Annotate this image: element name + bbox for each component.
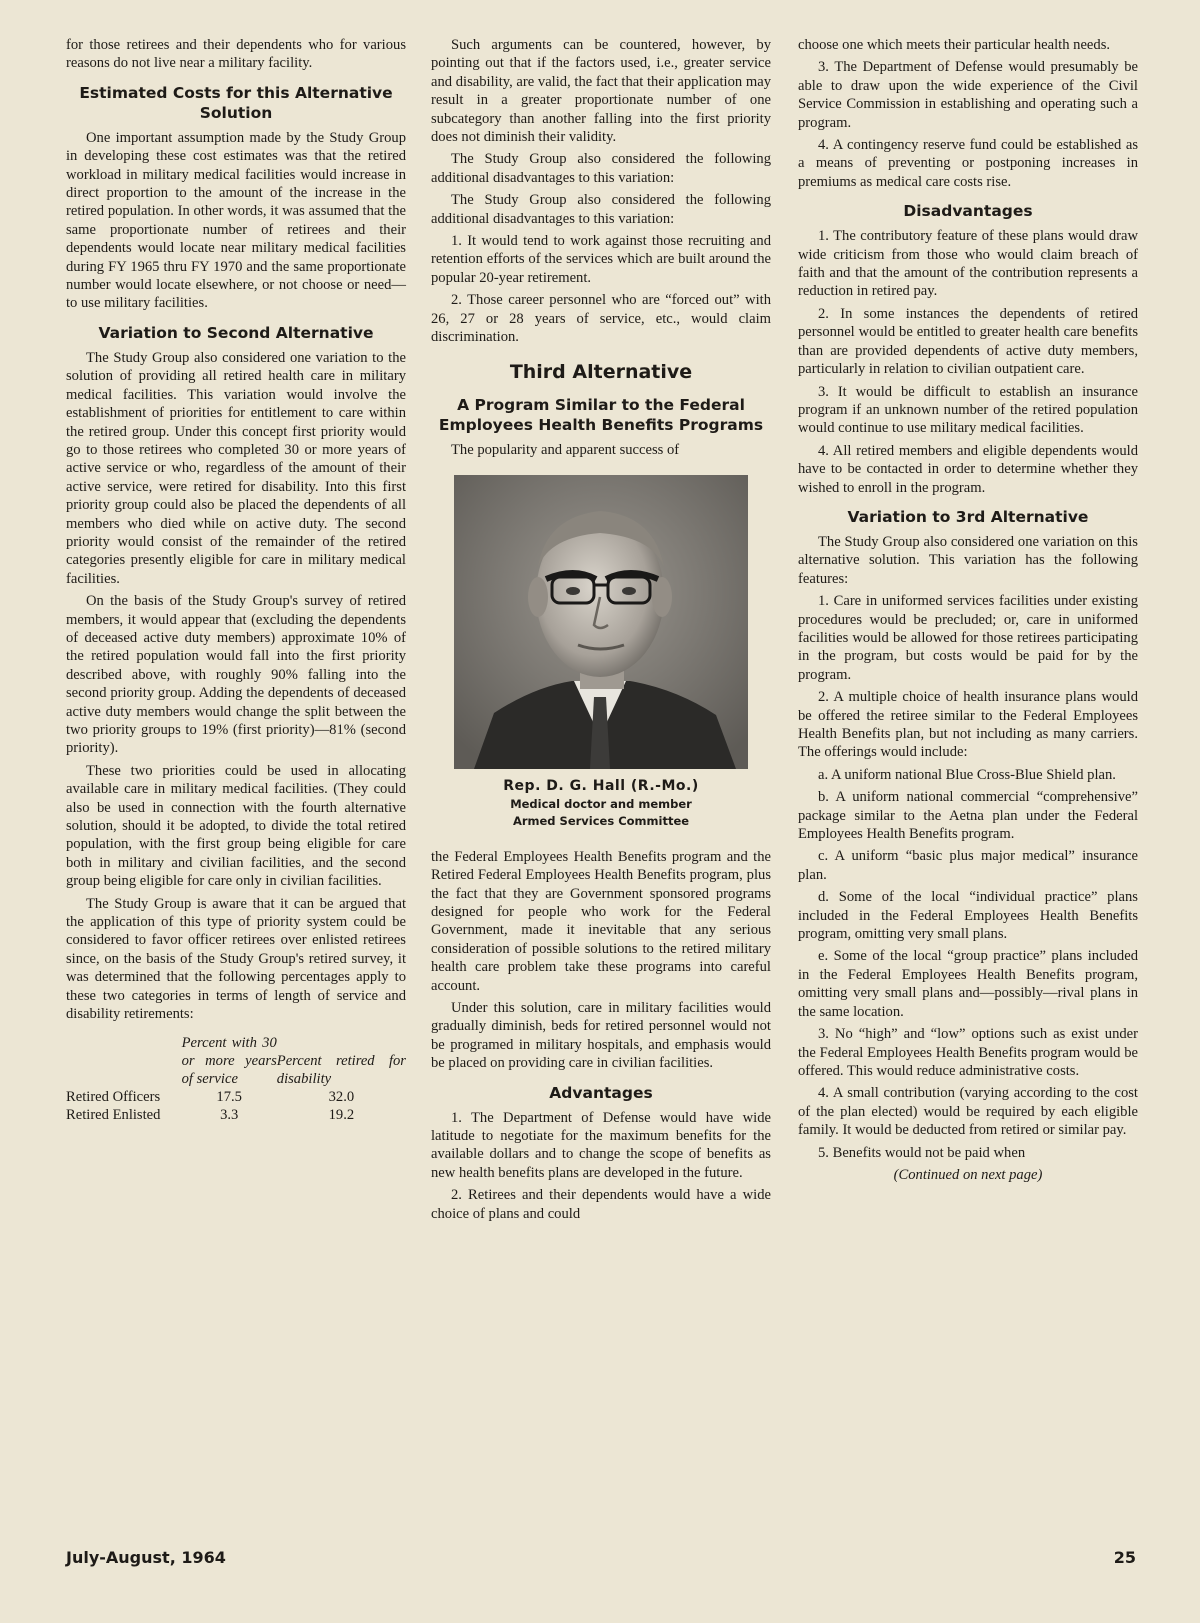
cell-value: 3.3 bbox=[220, 1106, 239, 1123]
table-header-disability: Percent retired for disability bbox=[276, 1052, 406, 1087]
paragraph: d. Some of the local “individual practice” plans included in the Federal Employees Health Benefits program, omitting very small plans. bbox=[798, 889, 1138, 943]
paragraph: c. A uniform “basic plus major medical” insurance plan. bbox=[798, 848, 1138, 883]
paragraph: the Federal Employees Health Benefits program and the Retired Federal Employees Health Benefits program, plus the fact that they are Government sponsored programs designed for people who work for the Federal Government, made it inevitable that any serious consideration of possible solutions to the retired military health care problem take these programs into careful account. bbox=[431, 848, 771, 994]
cell-value: 32.0 bbox=[328, 1088, 355, 1105]
continued-note: (Continued on next page) bbox=[893, 1166, 1043, 1183]
paragraph: 3. The Department of Defense would presumably be able to draw upon the wide experience of the Civil Service Commission in establishing and operating such a program. bbox=[798, 59, 1138, 131]
cell-value: 17.5 bbox=[216, 1088, 242, 1105]
row-label: Retired Enlisted bbox=[66, 1106, 161, 1123]
paragraph: 4. A small contribution (varying according to the cost of the plan elected) would be required by each eligible family. It would be deducted from retired or similar pay. bbox=[798, 1085, 1138, 1139]
paragraph: 3. No “high” and “low” options such as exist under the Federal Employees Health Benefits program would be offered. This would reduce administrative costs. bbox=[798, 1026, 1138, 1079]
heading-variation-second-alternative: Variation to Second Alternative bbox=[98, 323, 374, 342]
table-row bbox=[66, 1088, 406, 1106]
paragraph: a. A uniform national Blue Cross-Blue Shield plan. bbox=[818, 766, 1116, 783]
paragraph: for those retirees and their dependents who for various reasons do not live near a military facility. bbox=[66, 37, 406, 72]
cell-value: 19.2 bbox=[328, 1106, 355, 1123]
paragraph: 4. A contingency reserve fund could be established as a means of preventing or postponing increases in premiums as medical care costs rise. bbox=[798, 137, 1138, 190]
table-header-blank bbox=[66, 1034, 182, 1088]
paragraph: 5. Benefits would not be paid when bbox=[818, 1144, 1026, 1161]
paragraph: 2. Those career personnel who are “forced out” with 26, 27 or 28 years of service, etc., would claim discrimination. bbox=[431, 292, 771, 346]
issue-date: July-August, 1964 bbox=[66, 1548, 226, 1567]
paragraph: The Study Group is aware that it can be argued that the application of this type of priority system could be considered to favor officer retirees over enlisted retirees since, on the basis of the Study Group's retired survey, it was determined that the following percentages apply to these two categories in terms of length of service and disability retirements: bbox=[66, 895, 406, 1023]
paragraph: 4. All retired members and eligible dependents would have to be contacted in order to determine whether they wished to enroll in the program. bbox=[798, 442, 1138, 496]
row-label: Retired Officers bbox=[66, 1088, 161, 1105]
heading-third-alternative: Third Alternative bbox=[509, 360, 693, 383]
page-number: 25 bbox=[1113, 1548, 1136, 1567]
heading-disadvantages: Disadvantages bbox=[903, 202, 1033, 221]
column-right bbox=[798, 36, 1138, 1184]
paragraph: 1. The contributory feature of these plans would draw wide criticism from those who would claim breach of faith and that the amount of the contribution represents a reduction in retired pay. bbox=[798, 228, 1138, 300]
paragraph: 2. Retirees and their dependents would have a wide choice of plans and could bbox=[431, 1187, 771, 1222]
photo-caption-name: Rep. D. G. Hall (R.-Mo.) bbox=[503, 778, 699, 795]
paragraph: These two priorities could be used in allocating available care in military medical facilities. (They could also be used in connection with the fourth alternative solution, should it be adopted, to divide the total retired population, with the first group being eligible for care both in military and civilian facilities, and the second group being eligible for care only in civilian facilities. bbox=[66, 762, 406, 890]
paragraph: One important assumption made by the Study Group in developing these cost estimates was that the retired workload in military medical facilities would increase in direct proportion to the amount of the increase in the retired population. In other words, it was assumed that the same proportionate number of retirees and their dependents would locate near military medical facilities during FY 1965 thru FY 1970 and the same proportionate number would locate elsewhere, or not choose or need—to use military facilities. bbox=[66, 129, 406, 312]
heading-estimated-costs: Estimated Costs for this Alternative Solution bbox=[79, 83, 393, 122]
paragraph: Under this solution, care in military facilities would gradually diminish, beds for retired personnel would not be programed in military hospitals, and emphasis would be placed on providing care in civilian facilities. bbox=[431, 999, 771, 1072]
paragraph: The Study Group also considered one variation to the solution of providing all retired health care in military medical facilities. This variation would involve the establishment of priorities for entitlement to care within the retired group. Under this concept first priority would go to those retirees who completed 30 or more years of active service or who, regardless of the amount of their active service, were retired for disability. Into this first priority group could also be placed the dependents of all members who died while on active duty. The second priority would consist of the remainder of the retired categories presently eligible for care in military medical facilities. bbox=[66, 349, 406, 587]
paragraph: 3. It would be difficult to establish an insurance program if an unknown number of the retired population would continue to use military medical facilities. bbox=[798, 383, 1138, 437]
heading-program-similar: A Program Similar to the Federal Employees Health Benefits Programs bbox=[438, 395, 764, 434]
portrait-image bbox=[454, 475, 748, 769]
paragraph: e. Some of the local “group practice” plans included in the Federal Employees Health Benefits program, omitting very small plans and—possibly—rival plans in the same location. bbox=[798, 948, 1138, 1020]
heading-advantages: Advantages bbox=[549, 1083, 653, 1102]
paragraph: The Study Group also considered the following additional disadvantages to this variation: bbox=[431, 192, 771, 227]
paragraph: The Study Group also considered one variation on this alternative solution. This variation has the following features: bbox=[798, 533, 1138, 587]
paragraph: 2. In some instances the dependents of retired personnel would be entitled to greater health care benefits than are provided dependents of active duty members, particularly in relation to civilian outpatient care. bbox=[798, 305, 1138, 378]
paragraph: 1. Care in uniformed services facilities under existing procedures would be precluded; or, care in uniformed facilities would be allowed for those retirees participating in the program, but costs would be paid for by the program. bbox=[798, 593, 1138, 683]
table-header-30-years: Percent with 30 or more years of service bbox=[181, 1034, 277, 1087]
caption-line: Armed Services Committee bbox=[512, 813, 690, 828]
photo-caption-description bbox=[431, 796, 771, 830]
paragraph: b. A uniform national commercial “comprehensive” package similar to the Aetna plan under the Federal Employees Health Benefits program. bbox=[798, 789, 1138, 843]
paragraph: The popularity and apparent success of bbox=[451, 441, 680, 458]
portrait-photo bbox=[454, 475, 748, 769]
paragraph: 1. The Department of Defense would have wide latitude to negotiate for the maximum benefits for the available dollars and to change the scope of benefits as new health benefits plans are developed in the future. bbox=[431, 1109, 771, 1181]
paragraph: On the basis of the Study Group's survey of retired members, it would appear that (excluding the dependents of deceased active duty members) approximate 10% of the retired population would fall into the first priority described above, with roughly 90% falling into the second priority group. Adding the dependents of deceased active duty members would change the split between the two priority groups to 19% (first priority)—81% (second priority). bbox=[66, 593, 406, 757]
table-header-row bbox=[66, 1034, 406, 1088]
table-row bbox=[66, 1106, 406, 1124]
paragraph: Such arguments can be countered, however, by pointing out that if the factors used, i.e., greater service and disability, are valid, the fact that their application may result in a greater proportionate number of one subcategory than another falling into the first priority does not diminish their validity. bbox=[431, 37, 771, 146]
paragraph: choose one which meets their particular health needs. bbox=[798, 37, 1111, 53]
paragraph: The Study Group also considered the following additional disadvantages to this variation: bbox=[431, 151, 771, 186]
column-left bbox=[66, 36, 406, 1124]
column-middle bbox=[431, 36, 771, 1227]
caption-line: Medical doctor and member bbox=[510, 796, 692, 811]
paragraph: 1. It would tend to work against those recruiting and retention efforts of the services which are built around the popular 20-year retirement. bbox=[431, 233, 771, 286]
heading-variation-third-alternative: Variation to 3rd Alternative bbox=[847, 507, 1089, 526]
percentages-table bbox=[66, 1034, 406, 1124]
paragraph: 2. A multiple choice of health insurance plans would be offered the retiree similar to the Federal Employees Health Benefits plan, but not including as many carriers. The offerings would include: bbox=[798, 689, 1138, 761]
